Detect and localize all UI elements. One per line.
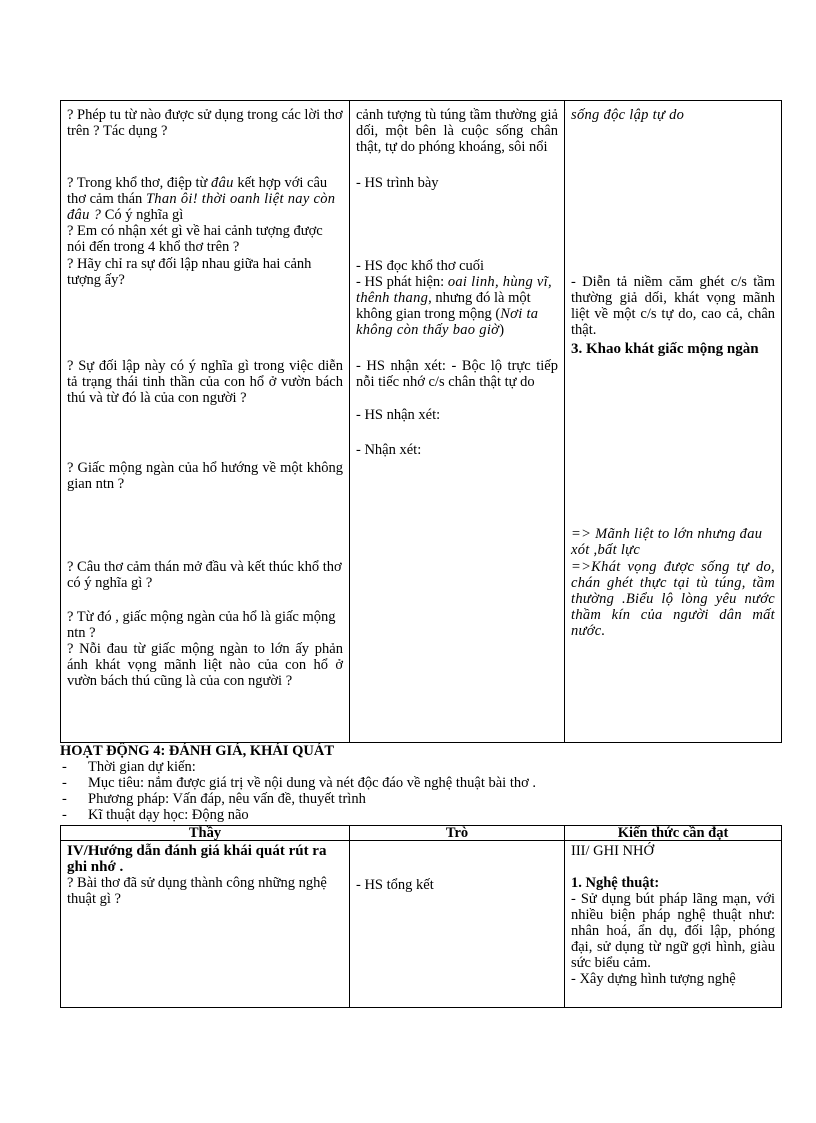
student-cell xyxy=(350,841,565,1008)
header-teacher: Thầy xyxy=(61,826,350,841)
knowledge-2: - Diễn tả niềm căm ghét c/s tầm thường giả dối, khát vọng mãnh liệt về một c/s tự do, cao cả, chân thật. xyxy=(571,274,775,338)
question-7: ? Câu thơ cảm thán mở đầu và kết thúc khổ thơ có ý nghĩa gì ? xyxy=(67,559,342,591)
summary-question: ? Bài thơ đã sử dụng thành công những nghệ thuật gì ? xyxy=(67,875,327,907)
teacher-cell xyxy=(61,841,350,1008)
knowledge-cell xyxy=(565,841,782,1008)
summary-heading: IV/Hướng dẫn đánh giá khái quát rút ra ghi nhớ . xyxy=(67,843,327,875)
teacher-column xyxy=(61,101,350,743)
list-item: - Mục tiêu: nắm được giá trị về nội dung và nét độc đáo về nghệ thuật bài thơ . xyxy=(62,775,537,791)
answer-2: - HS trình bày xyxy=(356,175,439,191)
activity-section xyxy=(60,743,800,823)
art-heading: 1. Nghệ thuật: xyxy=(571,875,660,891)
memo-title: III/ GHI NHỚ xyxy=(571,843,654,859)
list-item: - Phương pháp: Vấn đáp, nêu vấn đề, thuyết trình xyxy=(62,791,366,807)
question-6: ? Giấc mộng ngàn của hổ hướng về một không gian ntn ? xyxy=(67,460,343,492)
question-9: ? Nỗi đau từ giấc mộng ngàn to lớn ấy phản ánh khát vọng mãnh liệt nào của con hổ ở vườn bách thú cũng là của con người ? xyxy=(67,641,343,689)
activity-list xyxy=(60,759,800,823)
lesson-table xyxy=(60,100,782,743)
student-column xyxy=(350,101,565,743)
knowledge-3: => Mãnh liệt to lớn nhưng đau xót ,bất lực xyxy=(571,526,763,558)
question-4: ? Hãy chỉ ra sự đối lập nhau giữa hai cảnh tượng ấy? xyxy=(67,256,312,288)
question-3: ? Em có nhận xét gì về hai cảnh tượng được nói đến trong 4 khổ thơ trên ? xyxy=(67,223,323,255)
answer-6: - HS nhận xét: xyxy=(356,407,441,423)
header-knowledge: Kiến thức cần đạt xyxy=(565,826,782,841)
heading-dream: 3. Khao khát giấc mộng ngàn xyxy=(571,341,759,357)
knowledge-column xyxy=(565,101,782,743)
question-2: ? Trong khổ thơ, điệp từ đâu kết hợp với câu thơ cảm thán Than ôi! thời oanh liệt nay còn đâu ? Có ý nghĩa gì xyxy=(67,175,336,223)
answer-5: - HS nhận xét: - Bộc lộ trực tiếp nỗi tiếc nhớ c/s chân thật tự do xyxy=(356,358,558,390)
summary-answer: - HS tổng kết xyxy=(356,877,434,893)
art-point-1: - Sử dụng bút pháp lãng mạn, với nhiều biện pháp nghệ thuật như: nhân hoá, ẩn dụ, đối lập, phóng đại, sử dụng từ ngữ gợi hình, giàu sức biểu cảm. xyxy=(571,891,775,971)
question-5: ? Sự đối lập này có ý nghĩa gì trong việc diễn tả trạng thái tinh thần của con hổ ở vườn bách thú và từ đó là của con người ? xyxy=(67,358,343,406)
list-item: - Thời gian dự kiến: xyxy=(62,759,196,775)
answer-4: - HS phát hiện: oai linh, hùng vĩ, thênh thang, nhưng đó là một không gian trong mộng (Nơi ta không còn thấy bao giờ) xyxy=(356,274,552,338)
knowledge-4: =>Khát vọng được sống tự do, chán ghét thực tại tù túng, tầm thường .Biểu lộ lòng yêu nước thầm kín của người dân mất nước. xyxy=(571,559,775,639)
knowledge-1: sống độc lập tự do xyxy=(571,107,685,123)
activity-title: HOẠT ĐỘNG 4: ĐÁNH GIÁ, KHÁI QUÁT xyxy=(60,743,335,759)
answer-1: cảnh tượng tù túng tầm thường giả dối, một bên là cuộc sống chân thật, tự do phóng khoáng, sôi nổi xyxy=(356,107,558,155)
question-8: ? Từ đó , giấc mộng ngàn của hổ là giấc mộng ntn ? xyxy=(67,609,336,641)
question-1: ? Phép tu từ nào được sử dụng trong các lời thơ trên ? Tác dụng ? xyxy=(67,107,343,139)
list-item: - Kĩ thuật dạy học: Động não xyxy=(62,807,249,823)
answer-3: - HS đọc khổ thơ cuối xyxy=(356,258,485,274)
summary-table xyxy=(60,825,782,1008)
answer-7: - Nhận xét: xyxy=(356,442,422,458)
art-point-2: - Xây dựng hình tượng nghệ xyxy=(571,971,736,987)
header-student: Trò xyxy=(350,826,565,841)
